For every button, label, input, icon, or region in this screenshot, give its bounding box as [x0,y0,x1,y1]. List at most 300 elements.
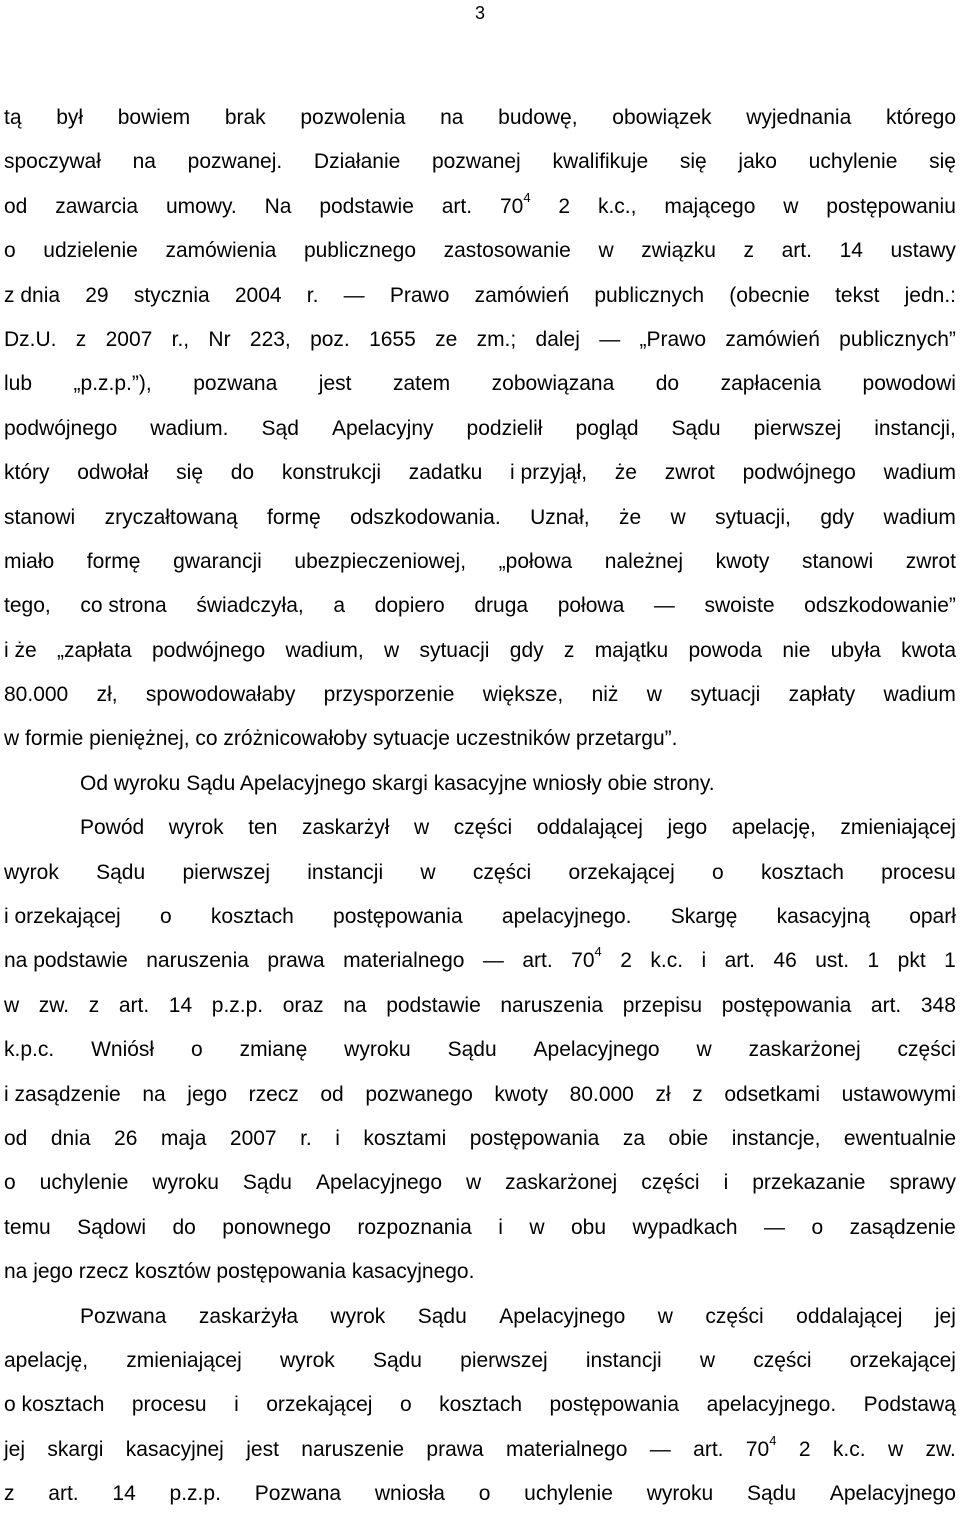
word: art. [870,993,902,1017]
text-line [4,407,956,451]
text-line [4,140,956,184]
document-body [4,96,956,1517]
word: z [88,993,100,1017]
word: świadczyła, [196,594,304,618]
word: z [692,1082,703,1106]
word: i [335,1126,340,1150]
word: i [498,1215,503,1239]
word: k.c., [597,194,637,218]
text-line [4,584,956,628]
word: sytuacji [419,638,490,662]
text-line [4,451,956,495]
word: zaskarżonej [505,1171,618,1195]
word: zw. [38,993,70,1017]
word: w [646,683,662,707]
word: ustawowymi [841,1082,956,1106]
word: instancji [585,1348,662,1372]
word: k.c. [832,1437,866,1461]
word: (obecnie [729,283,810,307]
word: art. [441,194,473,218]
word: Apelacyjnego [315,1171,443,1195]
word: stycznia [133,283,210,307]
text-line [4,185,956,229]
word: kasacyjną [776,905,870,929]
word: zmieniającej [126,1348,242,1372]
word: przepisu [622,993,703,1017]
text-line [4,1206,956,1250]
word: naruszenie [301,1437,405,1461]
word: pkt [897,949,926,973]
word: w [699,1348,716,1372]
word: oraz [282,993,324,1017]
word: kwoty [715,549,770,573]
word: 2004 [234,283,282,307]
word: w [598,239,614,263]
word: i [701,949,707,973]
word: uchylenie [524,1482,613,1506]
word: podzielił [466,416,543,440]
word: części [897,1038,956,1062]
word: wyrok [279,1348,335,1372]
word: poz. [310,327,350,351]
word: wyjednania [746,106,852,129]
word: Apelacyjnego [829,1482,956,1506]
word: i przyjął, [510,461,588,485]
word: Sądu [242,1171,292,1195]
text-line [4,806,956,850]
word: w [4,993,20,1017]
word: zapłacenia [720,372,822,396]
word: jest [318,372,352,396]
text-line [4,1428,956,1472]
word: z [563,638,575,662]
word: Sąd [261,416,299,440]
word: p.z.p. [169,1482,221,1506]
word: tego, [4,594,51,618]
word: o [159,905,172,929]
word: ubezpieczeniowej, [294,549,467,573]
word: 26 [114,1126,138,1150]
word: oddalającej [536,816,643,840]
word: postępowania [721,993,852,1017]
word: r. [306,283,319,307]
word: pozwana [193,372,278,396]
word: bowiem [117,106,191,129]
word: przysporzenie [323,683,455,707]
word: nie [782,638,811,662]
word: 2007 [105,327,153,351]
word: r. [300,1126,312,1150]
word: postępowaniu [826,194,956,218]
word: Sądu [747,1482,797,1506]
line-text: Od wyroku Sądu Apelacyjnego skargi kasacyjne wniosły obie strony. [80,771,715,795]
word: gwarancji [173,549,262,573]
word: — [764,1215,785,1239]
word: do [172,1215,196,1239]
word: publicznego [303,239,417,263]
word: zapłaty [788,683,856,707]
word: prawa [426,1437,484,1461]
word: zmieniającej [840,816,956,840]
text-line [4,318,956,362]
word: dopiero [374,594,445,618]
word: kwoty [494,1082,549,1106]
word: kosztach [439,1393,522,1417]
word: kosztach [761,860,844,884]
word: publicznych” [839,327,956,351]
word: 223, [249,327,291,351]
word: w [466,1171,482,1195]
word: w [420,860,436,884]
word: zaskarżył [301,816,390,840]
word: Sądowi [77,1215,147,1239]
text-line [4,96,956,140]
text-line [4,1250,956,1294]
word: o kosztach [4,1393,105,1417]
word: kwota [901,638,956,662]
word: kwalifikuje [552,150,649,174]
text-line [4,496,956,540]
word: 46 [773,949,797,973]
word: Uznał, [530,505,590,529]
line-text: w formie pieniężnej, co zróżnicowałoby sytuacje uczestników przetargu”. [4,727,678,751]
word: p.z.p. [211,993,264,1017]
word: o [712,860,724,884]
word: zaskarżyła [198,1304,299,1328]
word: jako [738,150,777,174]
word: zamówienia [165,239,277,263]
word: części [753,1348,812,1372]
text-line [4,362,956,406]
word: apelację, [731,816,816,840]
word: budowę, [498,106,578,129]
word: wypadkach [632,1215,738,1239]
word: sytuacji, [715,505,791,529]
word: kosztami [363,1126,447,1150]
word: zadatku [408,461,483,485]
word: zł [655,1082,671,1106]
word: instancji [307,860,384,884]
word: wniosła [374,1482,445,1506]
word: uchylenie [39,1171,129,1195]
word: pozwanej [432,150,521,174]
word: powodowi [862,372,956,396]
word: jego [187,1082,227,1106]
word: do [655,372,680,396]
word: z dnia [4,283,61,307]
word: w [657,1304,673,1328]
word: zwrot [664,461,715,485]
word: postępowania [549,1393,680,1417]
text-line [4,1383,956,1427]
word: Sądu [671,416,721,440]
word: pozwanego [365,1082,473,1106]
word: Powód [80,816,145,840]
text-line [4,1161,956,1205]
word: obie [668,1126,709,1150]
word: konstrukcji [281,461,382,485]
text-line [4,762,956,806]
word: na [132,150,156,174]
word: $70^4$ [499,189,531,218]
word: i że [4,638,37,662]
word: Prawo [389,283,450,307]
text-line [4,1295,956,1339]
word: odwołał [77,461,149,485]
word: wyrok [4,860,59,884]
word: ustawy [890,239,956,263]
word: wyroku [646,1482,714,1506]
word: — [649,1437,671,1461]
word: Apelacyjnego [533,1038,660,1062]
word: lub [4,372,33,396]
word: — [599,327,621,351]
word: podstawie [386,993,481,1017]
word: się [679,150,707,174]
word: apelację, [4,1348,89,1372]
word: 2 [798,1437,811,1461]
word: i [723,1171,729,1195]
word: w [783,194,799,218]
word: druga [474,594,529,618]
word: $70^4$ [745,1432,777,1461]
word: ze [435,327,458,351]
word: podwójnego [4,416,118,440]
word: maja [160,1126,207,1150]
text-line [4,851,956,895]
word: postępowania [469,1126,600,1150]
word: formę [267,505,321,529]
word: gdy [820,505,855,529]
word: z [75,327,87,351]
word: „połowa [498,549,573,573]
word: pogląd [575,416,639,440]
word: 2007 [229,1126,277,1150]
word: orzekającej [849,1348,956,1372]
word: art. [522,949,553,973]
word: jego [667,816,708,840]
word: Wniósł [91,1038,155,1062]
word: apelacyjnego. [706,1393,837,1417]
word: udzielenie [43,239,138,263]
word: pierwszej [753,416,842,440]
word: zawarcia [55,194,139,218]
word: k.c. [650,949,684,973]
word: zaskarżonej [748,1038,861,1062]
word: k.p.c. [4,1038,55,1062]
word: pozwolenia [300,106,406,129]
word: o [811,1215,824,1239]
word: związku [641,239,716,263]
text-line [4,939,956,983]
word: zmianę [239,1038,308,1062]
word: podstawie [319,194,414,218]
word: na [440,106,464,129]
word: w [414,816,430,840]
word: na [142,1082,166,1106]
word: wyrok [168,816,224,840]
word: Pozwana [80,1304,167,1328]
word: od [4,194,28,218]
word: Sądu [96,860,146,884]
word: wadium [883,505,956,529]
text-line [4,629,956,673]
word: — [653,594,675,618]
word: sprawy [889,1171,956,1195]
word: apelacyjnego. [501,905,632,929]
word: wadium. [150,416,229,440]
word: kosztach [210,905,294,929]
word: r., [171,327,190,351]
word: do [230,461,255,485]
word: ponownego [222,1215,331,1239]
word: „Prawo [639,327,707,351]
word: Podstawą [863,1393,956,1417]
word: należnej [604,549,684,573]
word: 2 [558,194,571,218]
word: 80.000 [569,1082,634,1106]
text-line [4,1472,956,1516]
word: Apelacyjnego [499,1304,626,1328]
word: że [614,461,637,485]
word: umowy. [165,194,237,218]
word: z [4,1482,15,1506]
text-line [4,274,956,318]
word: pierwszej [182,860,270,884]
word: 1 [867,949,880,973]
word: przekazanie [752,1171,866,1195]
word: instancji, [874,416,956,440]
word: pierwszej [460,1348,548,1372]
word: ewentualnie [843,1126,956,1150]
text-line [4,540,956,584]
word: obu [570,1215,607,1239]
word: części [705,1304,764,1328]
word: Dz.U. [4,327,57,351]
word: a [333,594,346,618]
word: w [529,1215,545,1239]
word: majątku [594,638,669,662]
word: „p.z.p.”), [73,372,152,396]
word: połowa [557,594,625,618]
word: odszkodowanie” [804,594,956,618]
word: art. [693,1437,724,1461]
word: za [622,1126,646,1150]
word: Pozwana [254,1482,342,1506]
word: 14 [112,1482,136,1506]
word: rozpoznania [357,1215,472,1239]
word: że [618,505,642,529]
word: o [399,1393,412,1417]
word: art. [118,993,150,1017]
word: materialnego [505,1437,628,1461]
word: stanowi [801,549,874,573]
text-line [4,1073,956,1117]
text-line [4,717,956,761]
word: Apelacyjny [331,416,434,440]
word: o [190,1038,203,1062]
word: wadium [883,683,956,707]
text-line [4,1028,956,1072]
word: publicznych [594,283,705,307]
word: był [56,106,84,129]
word: gdy [509,638,544,662]
word: pozwanej. [187,150,283,174]
word: się [176,461,204,485]
word: odsetkami [724,1082,821,1106]
word: zm.; [476,327,517,351]
word: zasądzenie [849,1215,956,1239]
word: ubyła [830,638,881,662]
word: stanowi [4,505,76,529]
word: o [4,1171,16,1195]
word: co strona [80,594,167,618]
word: Na [264,194,292,218]
word: procesu [881,860,956,884]
word: zł, [96,683,118,707]
word: którego [885,106,956,129]
word: wyrok [330,1304,386,1328]
text-line [4,1339,956,1383]
word: — [343,283,365,307]
text-line [4,984,956,1028]
word: podwójnego [742,461,856,485]
word: art. [781,239,812,263]
word: temu [4,1215,51,1239]
word: tekst [835,283,880,307]
word: naruszenia [146,949,249,973]
word: na [343,993,367,1017]
word: z [743,239,755,263]
word: Skargę [670,905,738,929]
word: Sądu [372,1348,422,1372]
word: Sądu [417,1304,467,1328]
word: o [4,239,16,263]
word: jedn.: [904,283,956,307]
word: 1655 [369,327,416,351]
word: skargi [47,1437,104,1461]
word: naruszenia [500,993,604,1017]
word: brak [224,106,266,129]
word: 1 [944,949,956,973]
word: „zapłata [56,638,132,662]
word: od [320,1082,344,1106]
word: ust. [815,949,850,973]
word: instancje, [731,1126,821,1150]
word: podwójnego [151,638,266,662]
word: zryczałtowaną [104,505,238,529]
word: części [641,1171,700,1195]
word: 29 [85,283,109,307]
word: oparł [909,905,956,929]
word: 2 [620,949,632,973]
word: w [384,638,400,662]
word: zastosowanie [443,239,571,263]
word: obowiązek [612,106,712,129]
word: dalej [535,327,580,351]
word: art. [724,949,755,973]
word: art. [48,1482,79,1506]
word: 348 [920,993,956,1017]
text-line [4,895,956,939]
word: większe, [482,683,564,707]
word: 14 [168,993,193,1017]
word: się [929,150,956,174]
word: jest [246,1437,279,1461]
word: i zasądzenie [4,1082,121,1106]
text-line [4,229,956,273]
word: niż [591,683,619,707]
